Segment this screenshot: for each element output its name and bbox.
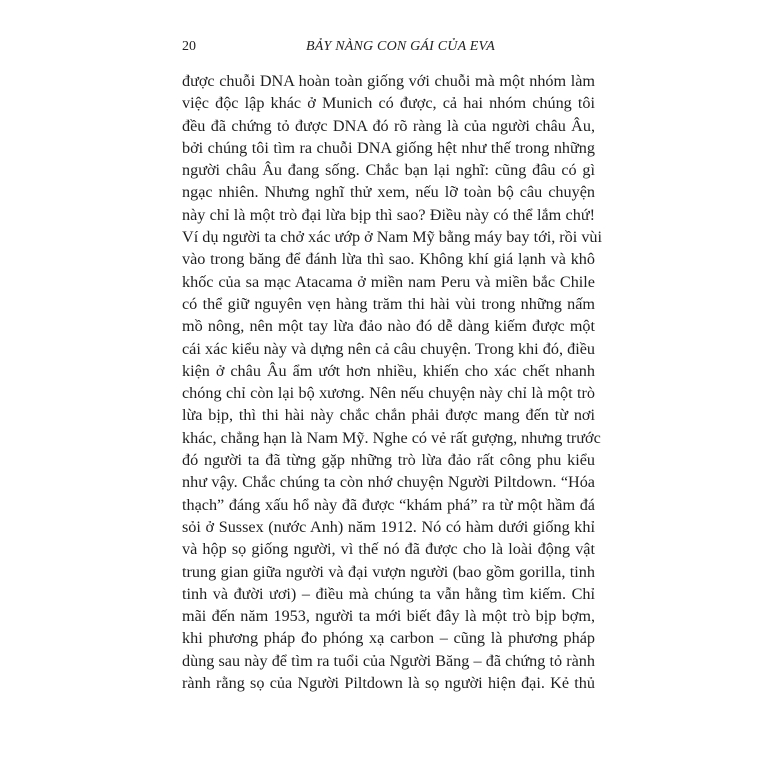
text-line: khốc của sa mạc Atacama ở miền nam Peru và miền bắc Chile <box>182 272 595 291</box>
text-line: chóng chỉ còn lại bộ xương. Nên nếu chuyện này chỉ là một trò <box>182 384 595 403</box>
text-line: được chuỗi DNA hoàn toàn giống với chuỗi mà một nhóm làm <box>182 72 595 90</box>
text-line: dùng sau này để tìm ra tuổi của Người Băng – đã chứng tỏ rành <box>182 651 595 670</box>
text-line: kiện ở châu Âu ẩm ướt hơn nhiều, khiến cho xác chết nhanh <box>182 361 595 380</box>
text-line: sỏi ở Sussex (nước Anh) năm 1912. Nó có hàm dưới giống khỉ <box>182 517 595 536</box>
text-line: và hộp sọ giống người, vì thế nó đã được cho là loài động vật <box>182 540 595 559</box>
text-line: tinh và đười ươi) – điều mà chúng ta vẫn hằng tìm kiếm. Chỉ <box>182 584 595 603</box>
text-line: trung gian giữa người và đại vượn người (bao gồm gorilla, tinh <box>182 562 595 581</box>
text-line: đều đã chứng tỏ được DNA đó rõ ràng là của người châu Âu, <box>182 116 595 135</box>
text-line: ngạc nhiên. Nhưng nghĩ thử xem, nếu lỡ toàn bộ câu chuyện <box>182 183 595 202</box>
text-line: việc độc lập khác ở Munich có được, cả hai nhóm chúng tôi <box>182 94 595 113</box>
text-line: mồ nông, nên một tay lừa đảo nào đó dễ dàng kiếm được một <box>182 317 595 336</box>
text-line: khi phương pháp đo phóng xạ carbon – cũng là phương pháp <box>182 629 595 648</box>
text-line: cái xác kiểu này và dựng nên cả câu chuyện. Trong khi đó, điều <box>182 339 595 358</box>
text-line: có thể giữ nguyên vẹn hàng trăm thi hài vùi trong những nấm <box>182 294 595 313</box>
text-line: bởi chúng tôi tìm ra chuỗi DNA giống hệt như thế trong những <box>182 138 595 157</box>
text-line: rành rằng sọ của Người Piltdown là sọ người hiện đại. Kẻ thủ <box>182 674 595 693</box>
body-text <box>182 70 602 694</box>
text-line: vào trong băng để đánh lừa thì sao. Không khí giá lạnh và khô <box>182 250 595 269</box>
text-line: lừa bịp, thì thi hài này chắc chắn phải được mang đến từ nơi <box>182 406 595 425</box>
running-head <box>182 36 595 58</box>
text-line: người châu Âu đang sống. Chắc bạn lại nghĩ: cũng đâu có gì <box>182 161 595 180</box>
text-line: mãi đến năm 1953, người ta mới biết đây là một trò bịp bợm, <box>182 607 595 626</box>
text-line: thạch” đáng xấu hổ này đã được “khám phá” ra từ một hầm đá <box>182 495 595 514</box>
text-line: đó người ta đã từng gặp những trò lừa đảo rất công phu kiểu <box>182 451 595 470</box>
page-number: 20 <box>182 39 196 54</box>
book-title: BẢY NÀNG CON GÁI CỦA EVA <box>306 39 496 54</box>
text-line: như vậy. Chắc chúng ta còn nhớ chuyện Người Piltdown. “Hóa <box>182 473 595 492</box>
text-line: Ví dụ người ta chở xác ướp ở Nam Mỹ bằng máy bay tới, rồi vùi <box>182 228 602 247</box>
text-line: này chỉ là một trò đại lừa bịp thì sao? Điều này có thể lắm chứ! <box>182 205 595 224</box>
text-line: khác, chẳng hạn là Nam Mỹ. Nghe có vẻ rất gượng, nhưng trước <box>182 428 601 447</box>
